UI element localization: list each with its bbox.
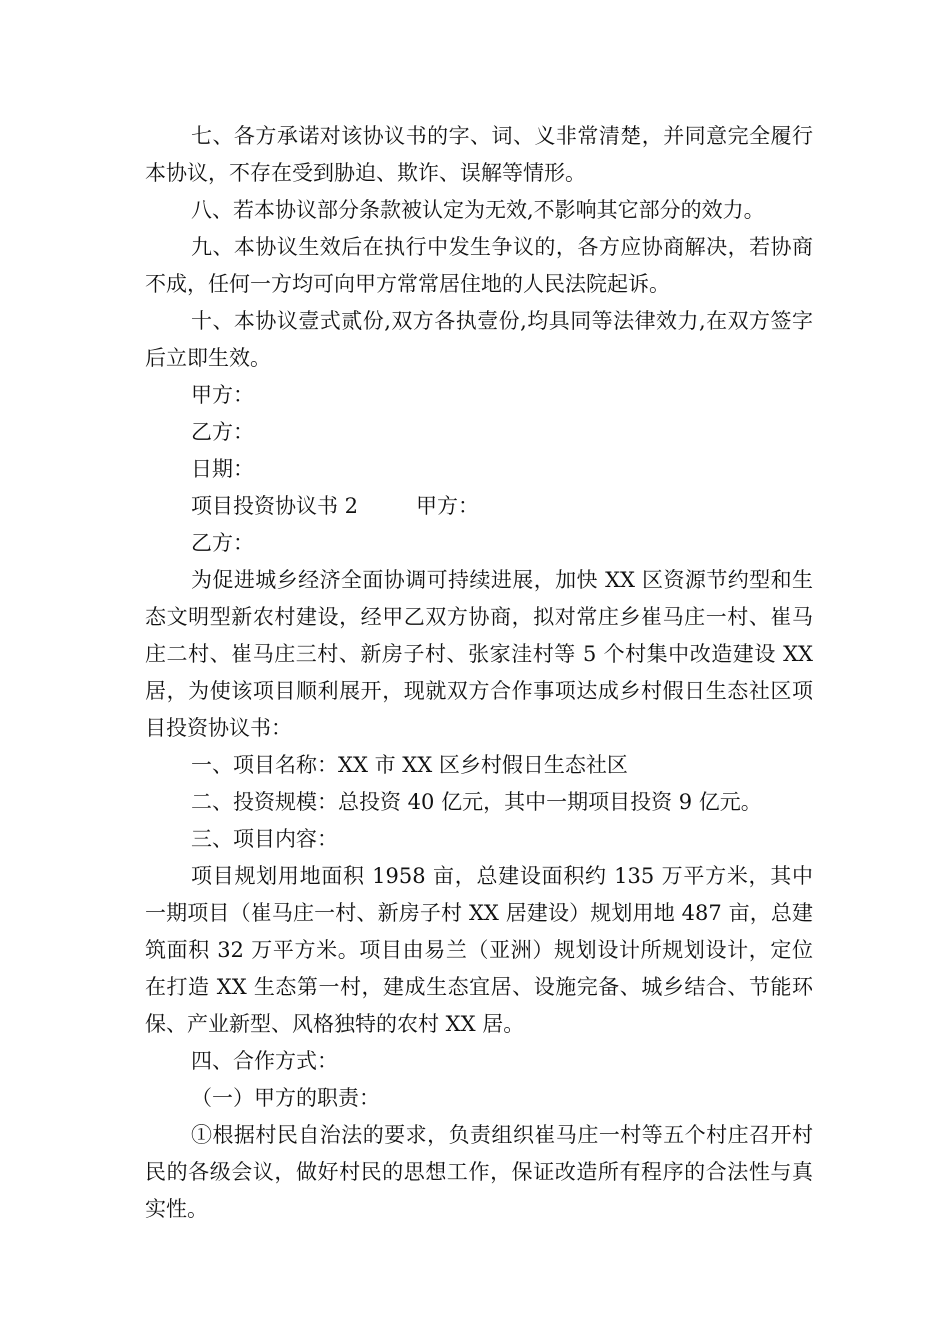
item-project-name: 一、项目名称：XX 市 XX 区乡村假日生态社区 <box>191 753 628 777</box>
item-project-content-body: 项目规划用地面积 1958 亩，总建设面积约 135 万平方米，其中一期项目（崔马庄一村、新房子村 XX 居建设）规划用地 487 亩，总建筑面积 32 万平方米。项目由易兰（亚洲）规划设计所规划设计，定位在打造 XX 生态第一村，建成生态宜居、设施完备、城乡结合、节能环保、产业新型、风格独特的农村 XX 居。 <box>145 864 813 1036</box>
item-party-a-duty-1: ①根据村民自治法的要求，负责组织崔马庄一村等五个村庄召开村民的各级会议，做好村民的思想工作，保证改造所有程序的合法性与真实性。 <box>145 1123 813 1221</box>
clause-8: 八、若本协议部分条款被认定为无效,不影响其它部分的效力。 <box>191 198 765 222</box>
second-agreement-party-a: 甲方： <box>416 494 480 518</box>
document-body <box>145 118 813 1228</box>
second-agreement-party-b: 乙方： <box>191 531 254 555</box>
second-agreement-title: 项目投资协议书 2 <box>191 494 359 518</box>
item-party-a-duties: （一）甲方的职责： <box>191 1086 380 1110</box>
clause-7: 七、各方承诺对该协议书的字、词、义非常清楚，并同意完全履行本协议，不存在受到胁迫、欺诈、误解等情形。 <box>145 124 813 185</box>
item-project-content: 三、项目内容： <box>191 827 338 851</box>
item-cooperation-method: 四、合作方式： <box>191 1049 338 1073</box>
signature-date: 日期： <box>191 457 254 481</box>
clause-10: 十、本协议壹式贰份,双方各执壹份,均具同等法律效力,在双方签字后立即生效。 <box>145 309 813 370</box>
item-investment-scale: 二、投资规模：总投资 40 亿元，其中一期项目投资 9 亿元。 <box>191 790 762 814</box>
clause-9: 九、本协议生效后在执行中发生争议的，各方应协商解决，若协商不成，任何一方均可向甲方常常居住地的人民法院起诉。 <box>145 235 813 296</box>
second-agreement-heading <box>145 488 813 525</box>
signature-party-a: 甲方： <box>191 383 254 407</box>
signature-party-b: 乙方： <box>191 420 254 444</box>
agreement-intro: 为促进城乡经济全面协调可持续进展，加快 XX 区资源节约型和生态文明型新农村建设，经甲乙双方协商，拟对常庄乡崔马庄一村、崔马庄二村、崔马庄三村、新房子村、张家洼村等 5 个村集中改造建设 XX 居，为使该项目顺利展开，现就双方合作事项达成乡村假日生态社区项目投资协议书： <box>145 568 813 740</box>
